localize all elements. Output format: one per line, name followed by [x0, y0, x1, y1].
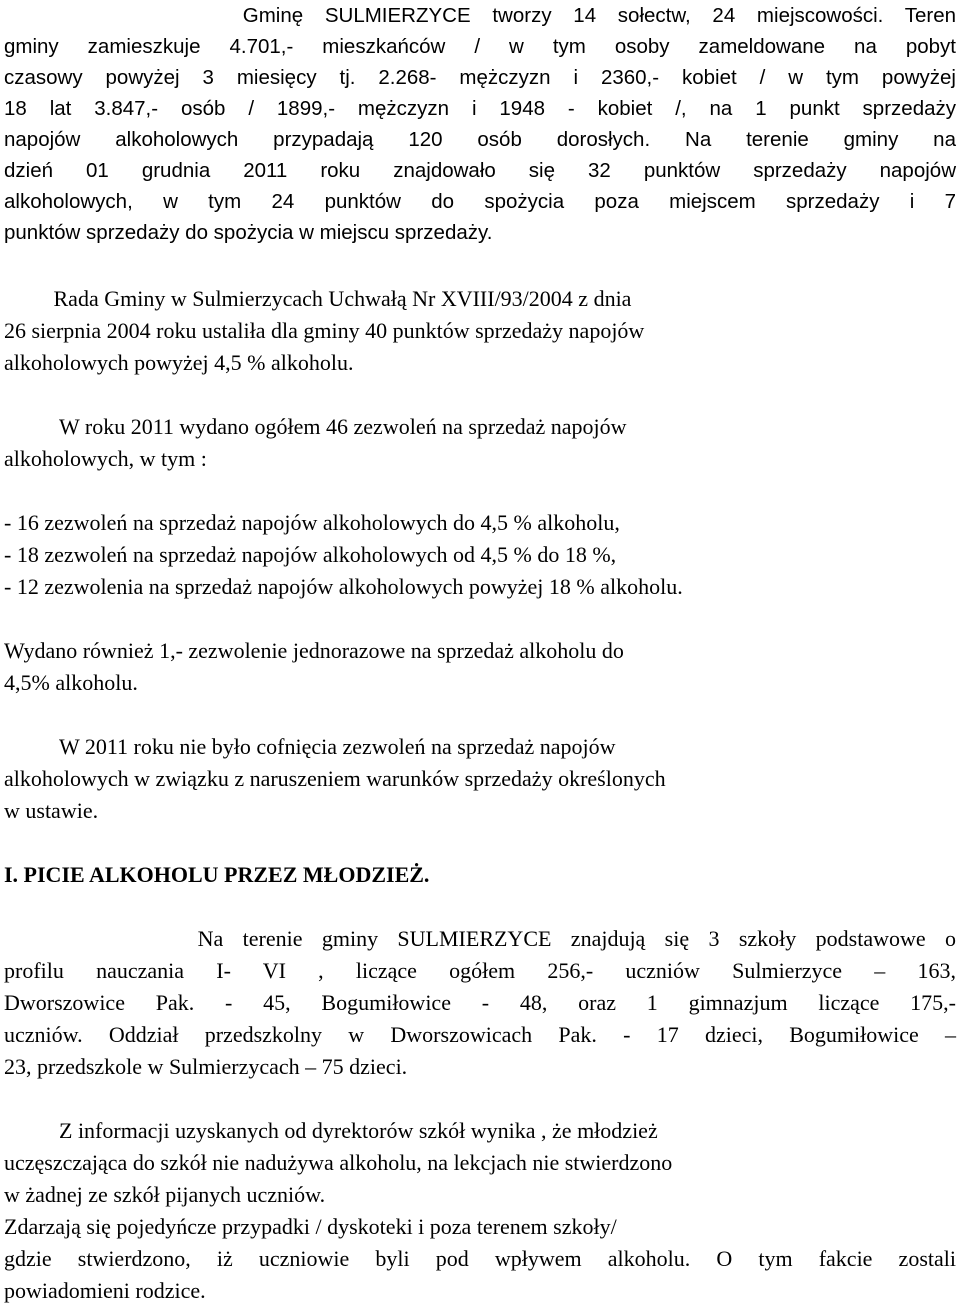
text-line: gminy zamieszkuje 4.701,- mieszkańców / w tym osoby zameldowane na pobyt [4, 35, 956, 58]
text-line: w ustawie. [4, 798, 99, 823]
text-line: alkoholowych w związku z naruszeniem warunków sprzedaży określonych [4, 766, 666, 791]
text-line: Dworszowice Pak. - 45, Bogumiłowice - 48, oraz 1 gimnazjum liczące 175,- [4, 990, 956, 1015]
text-line: uczniów. Oddział przedszkolny w Dworszowicach Pak. - 17 dzieci, Bogumiłowice – [4, 1022, 956, 1047]
text-line: W roku 2011 wydano ogółem 46 zezwoleń na sprzedaż napojów [4, 414, 627, 439]
text-line: uczęszczająca do szkół nie nadużywa alkoholu, na lekcjach nie stwierdzono [4, 1150, 673, 1175]
text-line: alkoholowych, w tym 24 punktów do spożycia poza miejscem sprzedaży i 7 [4, 190, 956, 213]
text-line: Gminę SULMIERZYCE tworzy 14 sołectw, 24 miejscowości. Teren [4, 4, 956, 27]
text-line: alkoholowych powyżej 4,5 % alkoholu. [4, 350, 354, 375]
text-line: 26 sierpnia 2004 roku ustaliła dla gminy 40 punktów sprzedaży napojów [4, 318, 645, 343]
text-line: gdzie stwierdzono, iż uczniowie byli pod wpływem alkoholu. O tym fakcie zostali [4, 1246, 956, 1271]
text-line: Na terenie gminy SULMIERZYCE znajdują się 3 szkoły podstawowe o [4, 926, 956, 951]
text-line: Rada Gminy w Sulmierzycach Uchwałą Nr XVIII/93/2004 z dnia [4, 286, 632, 311]
text-line: Zdarzają się pojedyńcze przypadki / dyskoteki i poza terenem szkoły/ [4, 1214, 617, 1239]
text-line: napojów alkoholowych przypadają 120 osób dorosłych. Na terenie gminy na [4, 128, 956, 151]
text-line: czasowy powyżej 3 miesięcy tj. 2.268- mężczyzn i 2360,- kobiet / w tym powyżej [4, 66, 956, 89]
text-line: alkoholowych, w tym : [4, 446, 207, 471]
text-line: Z informacji uzyskanych od dyrektorów szkół wynika , że młodzież [4, 1118, 658, 1143]
text-line: dzień 01 grudnia 2011 roku znajdowało się 32 punktów sprzedaży napojów [4, 159, 956, 182]
text-line: punktów sprzedaży do spożycia w miejscu sprzedaży. [4, 221, 493, 244]
text-line: W 2011 roku nie było cofnięcia zezwoleń na sprzedaż napojów [4, 734, 616, 759]
text-line: 4,5% alkoholu. [4, 670, 138, 695]
list-item: - 16 zezwoleń na sprzedaż napojów alkoholowych do 4,5 % alkoholu, [4, 510, 620, 535]
text-line: 23, przedszkole w Sulmierzycach – 75 dzieci. [4, 1054, 408, 1079]
list-item: - 12 zezwolenia na sprzedaż napojów alkoholowych powyżej 18 % alkoholu. [4, 574, 683, 599]
text-line: 18 lat 3.847,- osób / 1899,- mężczyzn i 1948 - kobiet /, na 1 punkt sprzedaży [4, 97, 956, 120]
text-line: Wydano również 1,- zezwolenie jednorazowe na sprzedaż alkoholu do [4, 638, 624, 663]
section-heading: I. PICIE ALKOHOLU PRZEZ MŁODZIEŻ. [4, 862, 430, 887]
text-line: w żadnej ze szkół pijanych uczniów. [4, 1182, 326, 1207]
text-line: profilu nauczania I- VI , liczące ogółem 256,- uczniów Sulmierzyce – 163, [4, 958, 956, 983]
list-item: - 18 zezwoleń na sprzedaż napojów alkoholowych od 4,5 % do 18 %, [4, 542, 617, 567]
text-line: powiadomieni rodzice. [4, 1278, 206, 1303]
